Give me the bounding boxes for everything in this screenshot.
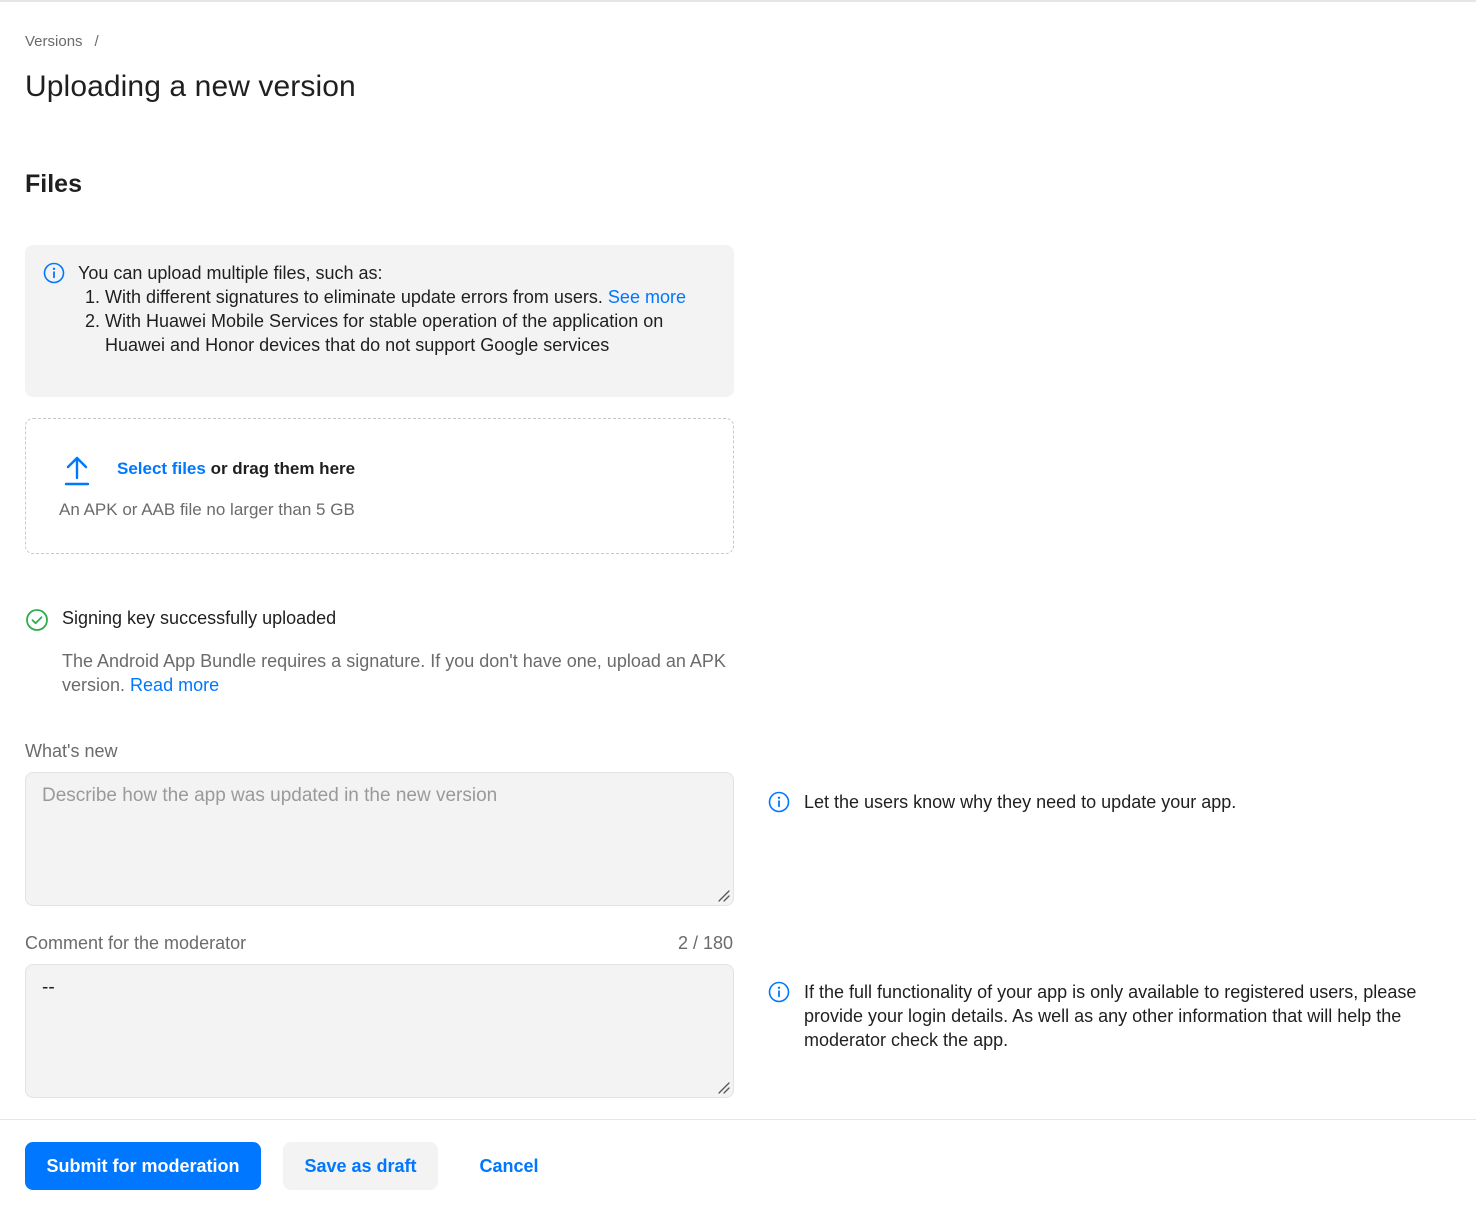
list-text: With different signatures to eliminate update errors from users. [105,287,603,307]
list-item [78,309,718,357]
check-circle-icon [25,608,49,632]
signing-desc [62,649,742,697]
file-dropzone[interactable] [25,418,734,554]
list-number: 2. [84,311,100,331]
info-icon [768,981,790,1003]
whats-new-note-text: Let the users know why they need to update your app. [804,792,1237,812]
save-as-draft-button[interactable]: Save as draft [283,1142,438,1190]
list-number: 1. [84,287,100,307]
whats-new-placeholder: Describe how the app was updated in the new version [42,785,498,806]
select-files-link[interactable]: Select files [117,459,206,478]
whats-new-textarea[interactable] [25,772,734,906]
character-counter: 2 / 180 [678,933,734,953]
top-divider [0,0,1476,2]
section-title-files: Files [25,170,82,198]
whats-new-note [768,790,1444,814]
info-icon [768,791,790,813]
moderator-comment-note-text: If the full functionality of your app is only available to registered users, please provide your login details. As well as any other information that will help the moderator check the app. [804,982,1417,1050]
submit-for-moderation-button[interactable]: Submit for moderation [25,1142,261,1190]
resize-handle-icon[interactable] [715,887,731,903]
dropzone-prompt [117,459,355,479]
breadcrumb-versions[interactable]: Versions [25,33,83,50]
signing-desc-text: The Android App Bundle requires a signature. If you don't have one, upload an APK version. [62,651,726,695]
info-icon [43,262,65,284]
signing-title: Signing key successfully uploaded [62,608,337,628]
list-item [78,285,718,309]
moderator-comment-value: -- [42,977,55,998]
breadcrumb [25,33,99,50]
read-more-link[interactable]: Read more [130,675,220,695]
breadcrumb-separator: / [94,33,99,50]
moderator-comment-label: Comment for the moderator [25,933,247,953]
page-title: Uploading a new version [25,70,356,103]
moderator-comment-note [768,980,1444,1052]
drag-text: or drag them here [210,459,356,478]
whats-new-label: What's new [25,741,118,761]
file-size-hint: An APK or AAB file no larger than 5 GB [59,500,355,519]
info-list [78,285,718,357]
upload-icon [63,454,91,486]
cancel-button[interactable]: Cancel [462,1142,556,1190]
action-footer [0,1119,1476,1213]
list-text: With Huawei Mobile Services for stable operation of the application on Huawei and Honor devices that do not support Google services [105,311,664,355]
info-lead: You can upload multiple files, such as: [78,263,383,283]
resize-handle-icon[interactable] [715,1079,731,1095]
upload-info-box [25,245,734,397]
see-more-link[interactable]: See more [607,287,686,307]
moderator-comment-textarea[interactable] [25,964,734,1098]
